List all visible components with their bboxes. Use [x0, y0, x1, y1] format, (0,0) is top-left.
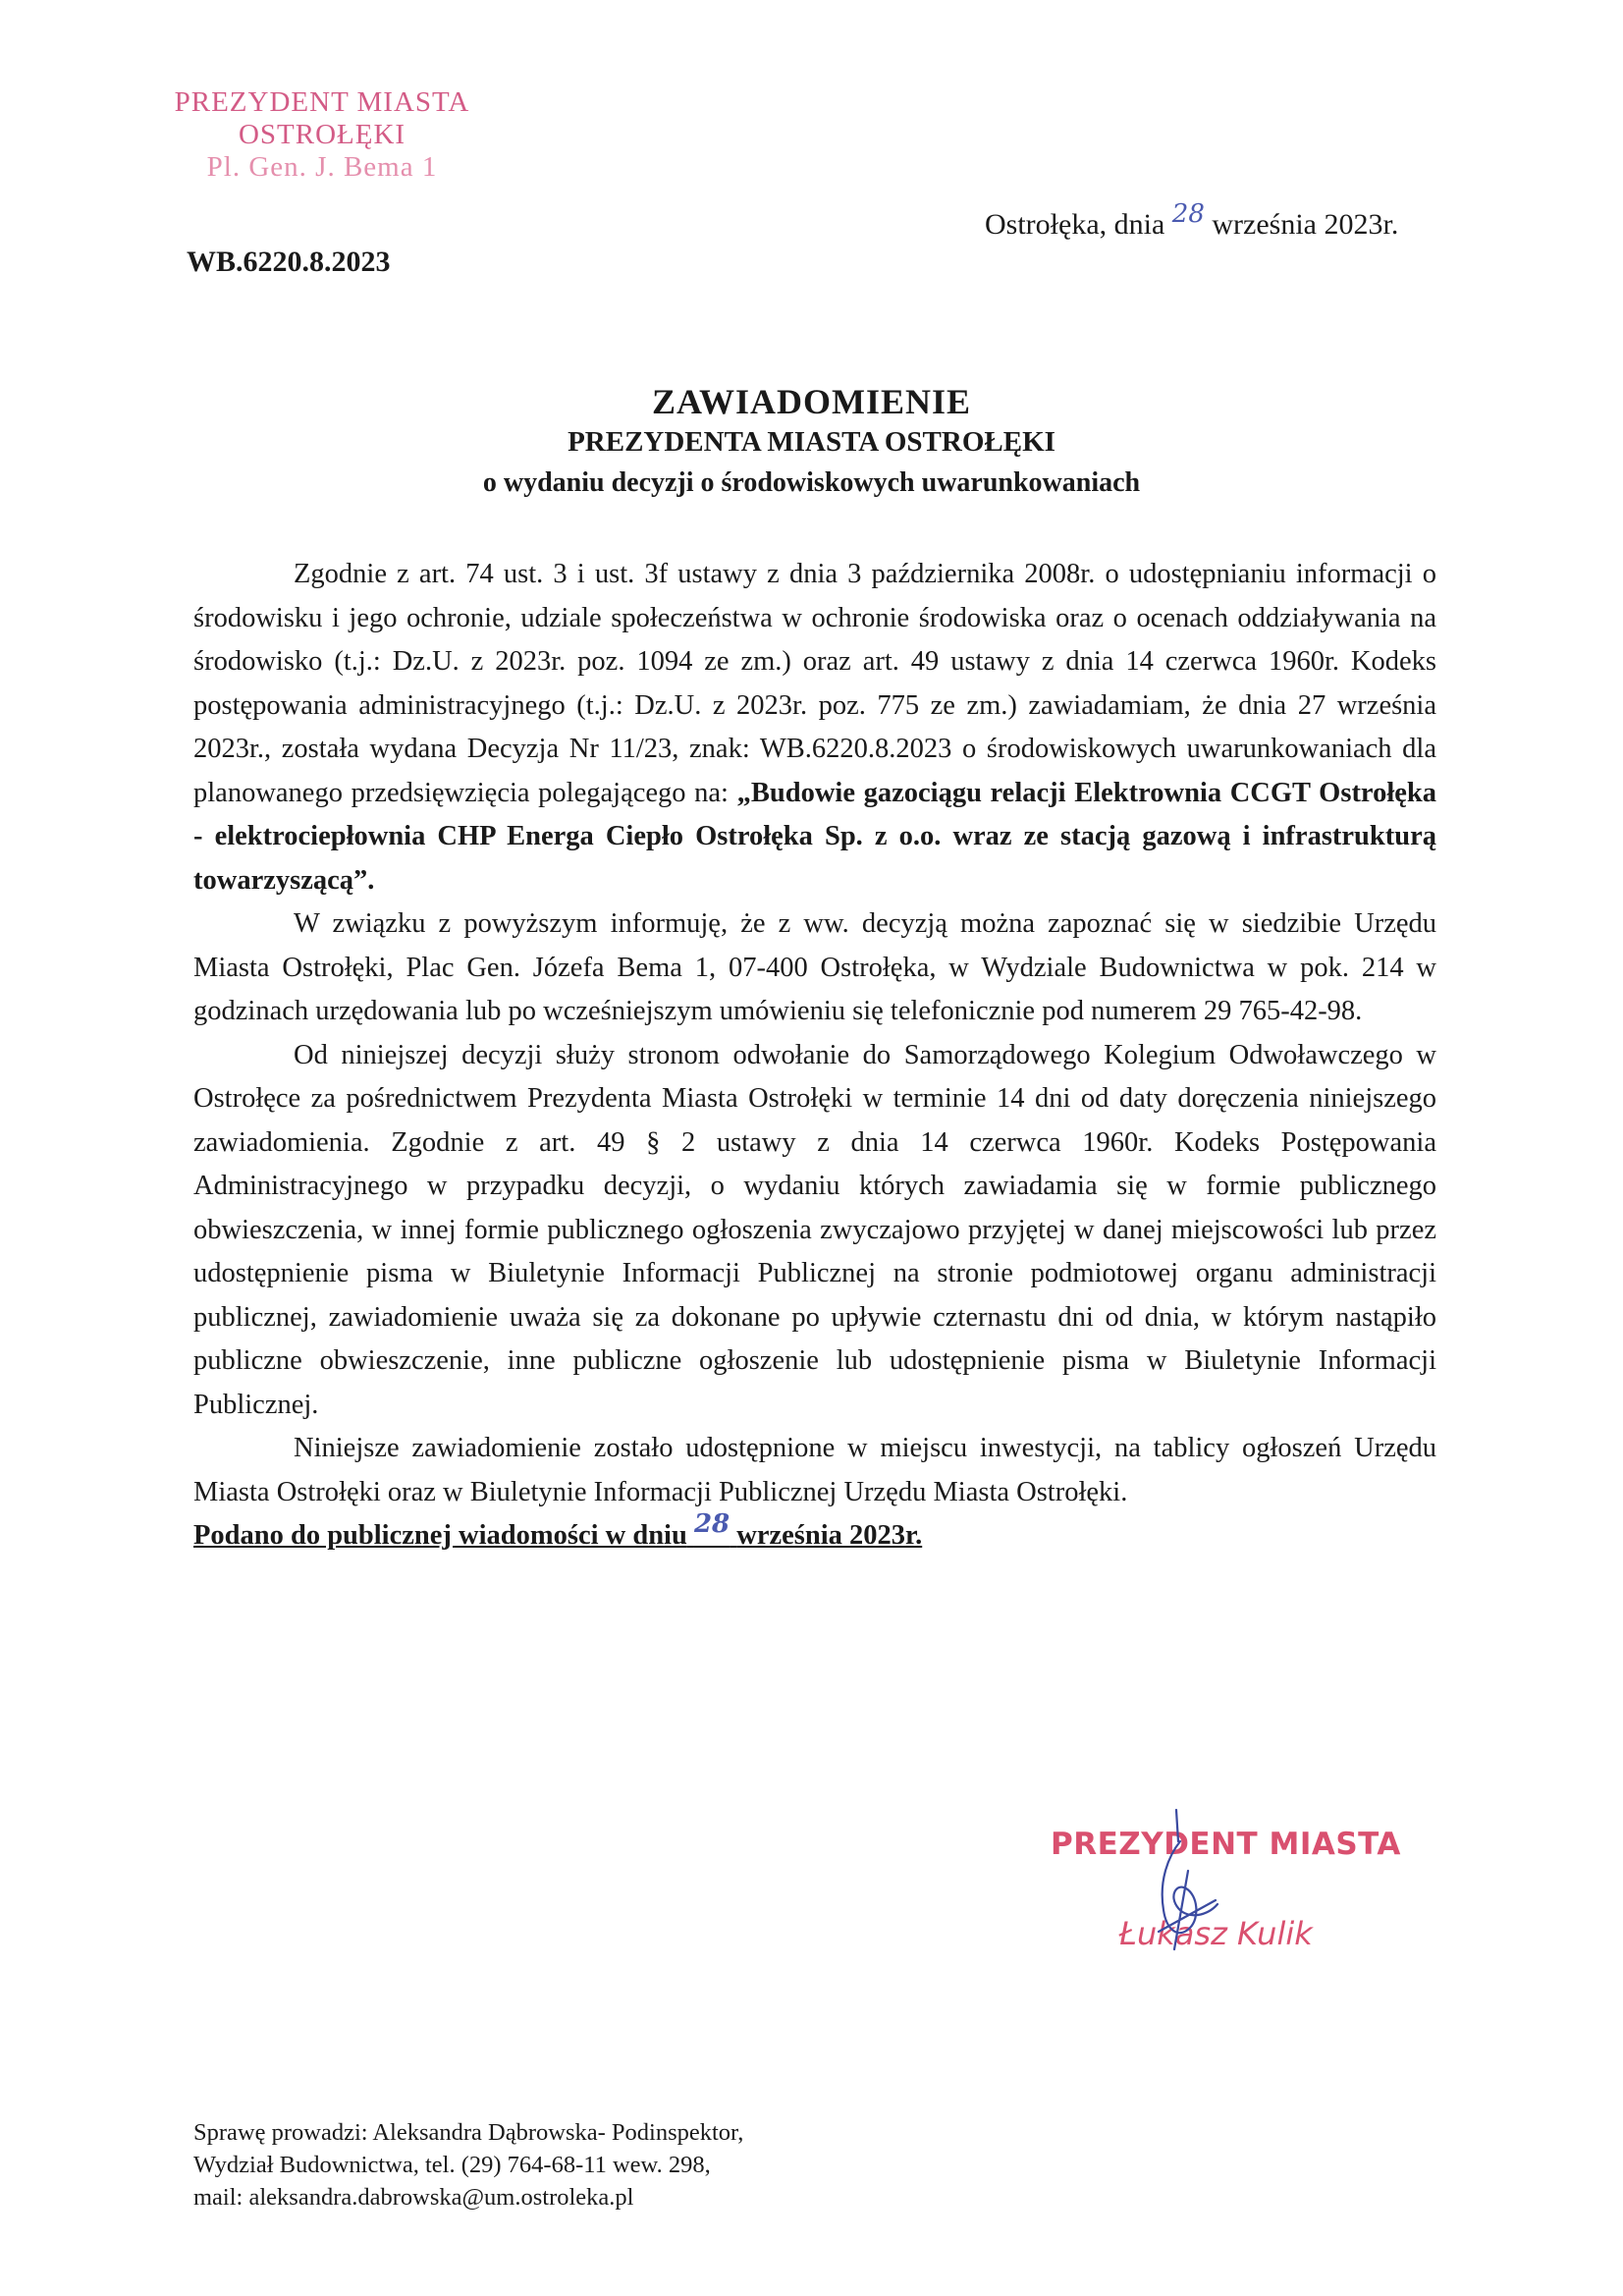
document-body	[193, 553, 1436, 1558]
footer-contact	[193, 2116, 743, 2214]
publication-date-line	[193, 1509, 1436, 1558]
footer-line-2: Wydział Budownictwa, tel. (29) 764-68-11 wew. 298,	[193, 2152, 711, 2178]
document-subject: o wydaniu decyzji o środowiskowych uwarunkowaniach	[482, 467, 1141, 498]
date-suffix: września 2023r.	[1212, 208, 1399, 241]
footer-line-1: Sprawę prowadzi: Aleksandra Dąbrowska- Podinspektor,	[193, 2119, 744, 2146]
signature-stamp-name: Łukasz Kulik	[1119, 1915, 1313, 1952]
date-prefix: Ostrołęka, dnia	[985, 208, 1165, 241]
signature-stamp-title: PREZYDENT MIASTA	[1051, 1827, 1401, 1862]
handwritten-date-day: 28	[1171, 199, 1205, 229]
stamp-line-1: PREZYDENT MIASTA	[174, 86, 470, 118]
paragraph-1-text: Zgodnie z art. 74 ust. 3 i ust. 3f ustawy z dnia 3 października 2008r. o udostępnianiu informacji o środowisku i jego ochronie, udziale społeczeństwa w ochronie środowiska oraz o ocenach oddziaływania na środowisko (t.j.: Dz.U. z 2023r. poz. 1094 ze zm.) oraz art. 49 ustawy z dnia 14 czerwca 1960r. Kodeks postępowania administracyjnego (t.j.: Dz.U. z 2023r. poz. 775 ze zm.) zawiadamiam, że dnia 27 września 2023r., została wydana Decyzja Nr 11/23, znak: WB.6220.8.2023 o środowiskowych uwarunkowaniach dla planowanego przedsięwzięcia polegającego na:	[193, 559, 1436, 808]
stamp-line-2: OSTROŁĘKI	[238, 119, 406, 150]
date-line	[985, 199, 1399, 242]
document-subtitle: PREZYDENTA MIASTA OSTROŁĘKI	[568, 426, 1055, 458]
podano-prefix: Podano do publicznej wiadomości w dniu	[193, 1520, 687, 1551]
paragraph-legal-basis	[193, 553, 1436, 902]
project-name: „Budowie gazociągu relacji Elektrownia CCGT Ostrołęka - elektrociepłownia CHP Energa Ciepło Ostrołęka Sp. z o.o. wraz ze stacją gazową i infrastrukturą towarzyszącą”	[193, 777, 1436, 896]
stamp-line-3: Pl. Gen. J. Bema 1	[206, 151, 438, 183]
office-stamp	[135, 86, 509, 184]
handwritten-podano-day: 28	[693, 1509, 730, 1539]
paragraph-access: W związku z powyższym informuję, że z ww. decyzją można zapoznać się w siedzibie Urzędu Miasta Ostrołęki, Plac Gen. Józefa Bema 1, 07-400 Ostrołęka, w Wydziale Budownictwa w pok. 214 w godzinach urzędowania lub po wcześniejszym umówieniu się telefonicznie pod numerem 29 765-42-98.	[193, 908, 1436, 1026]
footer-line-3: mail: aleksandra.dabrowska@um.ostroleka.pl	[193, 2184, 634, 2211]
case-reference: WB.6220.8.2023	[187, 246, 391, 278]
handwritten-signature-icon	[1129, 1802, 1237, 1989]
document-title: ZAWIADOMIENIE	[651, 382, 972, 421]
paragraph-appeal: Od niniejszej decyzji służy stronom odwołanie do Samorządowego Kolegium Odwoławczego w Ostrołęce za pośrednictwem Prezydenta Miasta Ostrołęki w terminie 14 dni od daty doręczenia niniejszego zawiadomienia. Zgodnie z art. 49 § 2 ustawy z dnia 14 czerwca 1960r. Kodeks Postępowania Administracyjnego w przypadku decyzji, o wydaniu których zawiadamia się w formie publicznego obwieszczenia, w innej formie publicznego ogłoszenia zwyczajowo przyjętej w danej miejscowości lub przez udostępnienie pisma w Biuletynie Informacji Publicznej na stronie podmiotowej organu administracji publicznej, zawiadomienie uważa się za dokonane po upływie czternastu dni od dnia, w którym nastąpiło publiczne obwieszczenie, inne publiczne ogłoszenie lub udostępnienie pisma w Biuletynie Informacji Publicznej.	[193, 1039, 1436, 1420]
paragraph-publication: Niniejsze zawiadomienie zostało udostępnione w miejscu inwestycji, na tablicy ogłoszeń Urzędu Miasta Ostrołęki oraz w Biuletynie Informacji Publicznej Urzędu Miasta Ostrołęki.	[193, 1433, 1436, 1507]
podano-suffix: września 2023r.	[736, 1520, 923, 1551]
paragraph-1-end: .	[367, 864, 375, 896]
